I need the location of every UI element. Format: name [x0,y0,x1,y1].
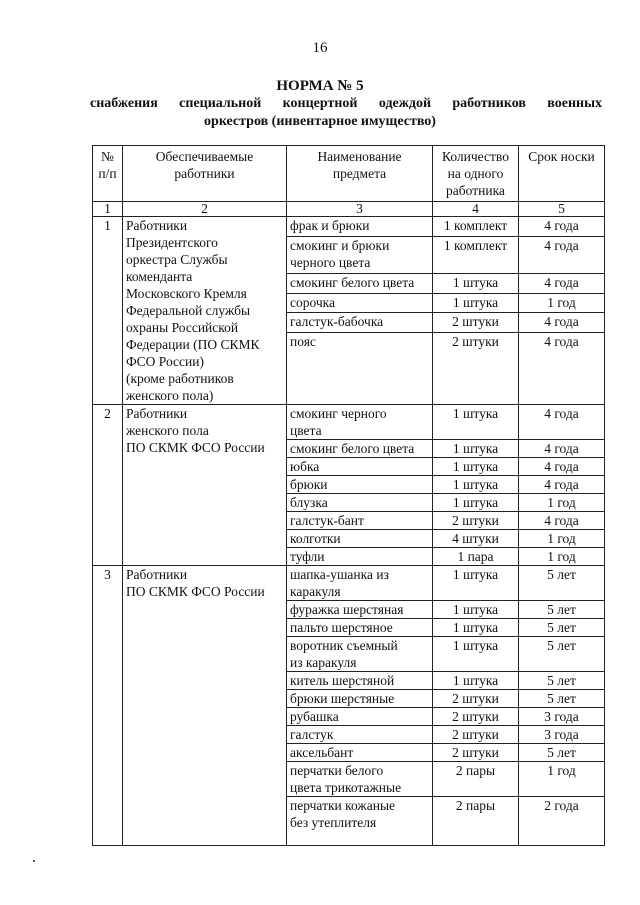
table-row [93,566,605,601]
item-name-cell: туфли [287,548,433,566]
item-name-cell: шапка-ушанка из каракуля [287,566,433,601]
quantity-cell: 1 штука [433,458,519,476]
item-name-cell: блузка [287,494,433,512]
table-row [93,217,605,237]
quantity-cell: 2 штуки [433,690,519,708]
item-name-cell: перчатки кожаные без утеплителя [287,797,433,846]
wear-term-cell: 5 лет [519,619,605,637]
quantity-cell: 1 штука [433,476,519,494]
page-number: 16 [312,40,328,56]
wear-term-cell: 4 года [519,333,605,405]
quantity-cell: 1 пара [433,548,519,566]
quantity-cell: 1 комплект [433,236,519,274]
item-name-cell: воротник съемный из каракуля [287,637,433,672]
wear-term-cell: 1 год [519,548,605,566]
wear-term-cell: 1 год [519,530,605,548]
wear-term-cell: 4 года [519,313,605,333]
subtitle-word: одеждой [378,96,432,111]
header-qty: Количество на одного работника [433,146,519,202]
quantity-cell: 1 штука [433,274,519,294]
wear-term-cell: 5 лет [519,601,605,619]
subtitle-word: работников [452,96,526,111]
table-header-row [93,146,605,202]
quantity-cell: 1 штука [433,405,519,440]
quantity-cell: 1 штука [433,494,519,512]
workers-cell: Работники Президентского оркестра Службы коменданта Московского Кремля Федеральной службы охраны Российской Федерации (ПО СКМК ФСО России) (кроме работников женского пола) [123,217,287,405]
quantity-cell: 4 штуки [433,530,519,548]
quantity-cell: 2 штуки [433,708,519,726]
subtitle-word: специальной [179,96,262,111]
item-name-cell: юбка [287,458,433,476]
wear-term-cell: 5 лет [519,672,605,690]
column-number: 1 [93,202,123,217]
item-name-cell: галстук [287,726,433,744]
column-number: 4 [433,202,519,217]
workers-cell: Работники женского пола ПО СКМК ФСО России [123,405,287,566]
column-number: 5 [519,202,605,217]
wear-term-cell: 4 года [519,512,605,530]
header-term: Срок носки [519,146,605,202]
item-name-cell: пояс [287,333,433,405]
item-name-cell: галстук-бабочка [287,313,433,333]
quantity-cell: 1 штука [433,619,519,637]
item-name-cell: фрак и брюки [287,217,433,237]
item-name-cell: брюки шерстяные [287,690,433,708]
item-name-cell: брюки [287,476,433,494]
quantity-cell: 1 штука [433,293,519,313]
wear-term-cell: 4 года [519,458,605,476]
quantity-cell: 2 штуки [433,744,519,762]
subtitle-word: снабжения [90,96,158,111]
item-name-cell: фуражка шерстяная [287,601,433,619]
wear-term-cell: 5 лет [519,566,605,601]
wear-term-cell: 3 года [519,726,605,744]
wear-term-cell: 1 год [519,762,605,797]
item-name-cell: рубашка [287,708,433,726]
document-subtitle-line-2: оркестров (инвентарное имущество) [204,114,436,129]
wear-term-cell: 4 года [519,476,605,494]
row-number: 1 [93,217,123,405]
wear-term-cell: 4 года [519,440,605,458]
quantity-cell: 1 комплект [433,217,519,237]
quantity-cell: 1 штука [433,637,519,672]
table-row [93,405,605,440]
wear-term-cell: 3 года [519,708,605,726]
quantity-cell: 1 штука [433,566,519,601]
scan-speck [33,860,35,862]
column-number-row [93,202,605,217]
subtitle-word: военных [547,96,603,111]
norm-table [92,145,605,846]
quantity-cell: 2 штуки [433,726,519,744]
item-name-cell: смокинг белого цвета [287,274,433,294]
wear-term-cell: 5 лет [519,637,605,672]
header-item: Наименование предмета [287,146,433,202]
item-name-cell: пальто шерстяное [287,619,433,637]
item-name-cell: перчатки белого цвета трикотажные [287,762,433,797]
item-name-cell: смокинг и брюки черного цвета [287,236,433,274]
norm-table-body [93,217,605,846]
wear-term-cell: 5 лет [519,744,605,762]
wear-term-cell: 4 года [519,236,605,274]
quantity-cell: 2 штуки [433,313,519,333]
quantity-cell: 2 штуки [433,333,519,405]
subtitle-word: концертной [282,96,358,111]
wear-term-cell: 2 года [519,797,605,846]
quantity-cell: 1 штука [433,601,519,619]
quantity-cell: 2 пары [433,762,519,797]
quantity-cell: 2 пары [433,797,519,846]
item-name-cell: китель шерстяной [287,672,433,690]
wear-term-cell: 4 года [519,217,605,237]
item-name-cell: аксельбант [287,744,433,762]
quantity-cell: 1 штука [433,672,519,690]
item-name-cell: смокинг белого цвета [287,440,433,458]
header-workers: Обеспечиваемые работники [123,146,287,202]
row-number: 3 [93,566,123,846]
quantity-cell: 1 штука [433,440,519,458]
wear-term-cell: 1 год [519,494,605,512]
document-title: НОРМА № 5 [276,78,364,94]
item-name-cell: смокинг черного цвета [287,405,433,440]
wear-term-cell: 4 года [519,405,605,440]
wear-term-cell: 4 года [519,274,605,294]
wear-term-cell: 1 год [519,293,605,313]
column-number: 2 [123,202,287,217]
column-number: 3 [287,202,433,217]
header-num: № п/п [93,146,123,202]
workers-cell: Работники ПО СКМК ФСО России [123,566,287,846]
item-name-cell: галстук-бант [287,512,433,530]
row-number: 2 [93,405,123,566]
item-name-cell: колготки [287,530,433,548]
quantity-cell: 2 штуки [433,512,519,530]
wear-term-cell: 5 лет [519,690,605,708]
item-name-cell: сорочка [287,293,433,313]
document-subtitle-line-1 [90,96,602,112]
